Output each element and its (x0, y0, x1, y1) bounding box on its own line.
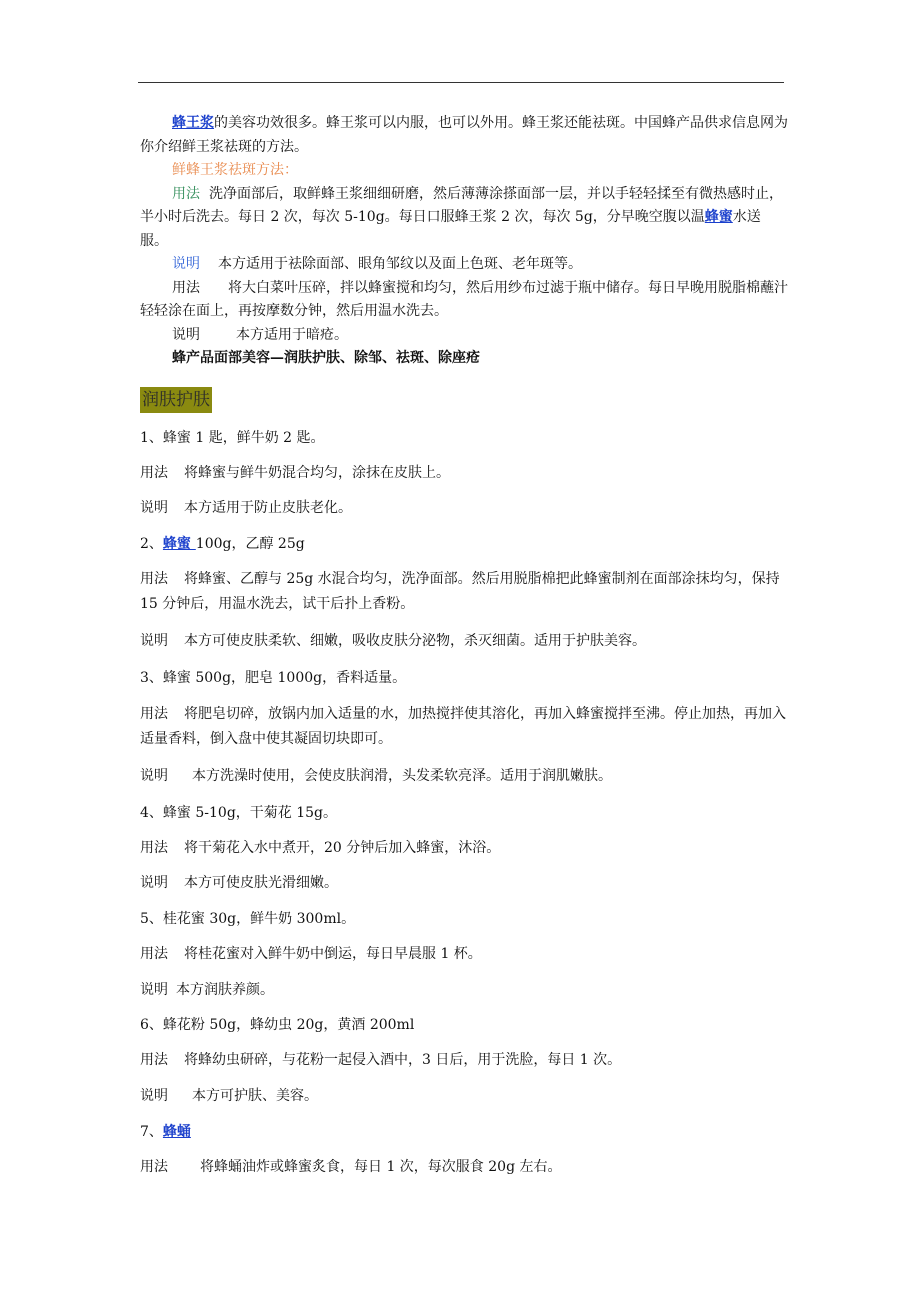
recipe-3-usage: 用法 将肥皂切碎，放锅内加入适量的水，加热搅拌使其溶化，再加入蜂蜜搅拌至沸。停止加热，再加入适量香料，倒入盘中使其凝固切块即可。 (140, 706, 786, 747)
recipe-5-ingredients: 5、桂花蜜 30g，鲜牛奶 300ml。 (140, 911, 356, 927)
recipe-1-note: 说明 本方适用于防止皮肤老化。 (140, 500, 352, 516)
usage2-label: 用法 (172, 279, 200, 296)
bold-title: 蜂产品面部美容—润肤护肤、除邹、祛斑、除座疮 (172, 350, 480, 366)
recipe-4-usage: 用法 将干菊花入水中煮开，20 分钟后加入蜂蜜，沐浴。 (140, 840, 501, 856)
recipe-6-note: 说明 本方可护肤、美容。 (140, 1088, 318, 1104)
usage-paragraph (140, 183, 788, 254)
recipe-2-usage: 用法 将蜂蜜、乙醇与 25g 水混合均匀，洗净面部。然后用脱脂棉把此蜂蜜制剂在面部涂抹均匀，保持 15 分钟后，用温水洗去，试干后扑上香粉。 (140, 571, 780, 612)
usage-text-end: 水送服。 (140, 209, 761, 249)
note-text: 本方适用于祛除面部、眼角邹纹以及面上色斑、老年斑等。 (218, 256, 582, 272)
note-paragraph (140, 253, 788, 277)
recipe-2-ingredients: 2、蜂蜜 100g，乙醇 25g (140, 536, 305, 552)
note2-paragraph (140, 324, 788, 348)
note-label: 说明 (172, 256, 200, 272)
recipe-3-note: 说明 本方洗澡时使用，会使皮肤润滑，头发柔软亮泽。适用于润肌嫩肤。 (140, 768, 612, 784)
recipe-1-ingredients: 1、蜂蜜 1 匙，鲜牛奶 2 匙。 (140, 430, 325, 446)
recipe-4-note: 说明 本方可使皮肤光滑细嫩。 (140, 875, 338, 891)
recipe-7-ingredients: 7、蜂蛹 (140, 1124, 191, 1140)
recipe-6-ingredients: 6、蜂花粉 50g，蜂幼虫 20g，黄酒 200ml (140, 1017, 415, 1033)
intro-section (140, 112, 788, 371)
recipe-3-ingredients: 3、蜂蜜 500g，肥皂 1000g，香料适量。 (140, 670, 407, 686)
royal-jelly-link[interactable]: 蜂王浆 (172, 115, 214, 131)
recipe-2-note: 说明 本方可使皮肤柔软、细嫩，吸收皮肤分泌物，杀灭细菌。适用于护肤美容。 (140, 633, 646, 649)
header-rule (138, 82, 784, 83)
recipe-7-usage: 用法 将蜂蛹油炸或蜂蜜炙食，每日 1 次，每次服食 20g 左右。 (140, 1159, 562, 1175)
usage2-text: 将大白菜叶压碎，拌以蜂蜜搅和均匀，然后用纱布过滤于瓶中储存。每日早晚用脱脂棉蘸汁轻轻涂在面上，再按摩数分钟，然后用温水洗去。 (140, 279, 788, 319)
recipe-1-usage: 用法 将蜂蜜与鲜牛奶混合均匀，涂抹在皮肤上。 (140, 465, 450, 481)
intro-paragraph (140, 112, 788, 159)
honey-link[interactable]: 蜂蜜 (704, 209, 733, 225)
recipe-7-pupa-link[interactable]: 蜂蛹 (162, 1124, 191, 1140)
method-subtitle: 鲜蜂王浆祛斑方法： (172, 162, 298, 178)
usage2-paragraph (140, 277, 788, 324)
usage-label: 用法 (172, 185, 200, 202)
recipe-6-usage: 用法 将蜂幼虫研碎，与花粉一起侵入酒中，3 日后，用于洗脸，每日 1 次。 (140, 1052, 622, 1068)
section-heading: 润肤护肤 (140, 387, 212, 413)
recipe-5-usage: 用法 将桂花蜜对入鲜牛奶中倒运，每日早晨服 1 杯。 (140, 946, 482, 962)
recipe-2-honey-link[interactable]: 蜂蜜 (162, 536, 196, 552)
recipe-4-ingredients: 4、蜂蜜 5-10g，干菊花 15g。 (140, 805, 338, 821)
usage-text: 洗净面部后，取鲜蜂王浆细细研磨，然后薄薄涂搽面部一层，并以手轻轻揉至有微热感时止，半小时后洗去。每日 2 次，每次 5-10g。每日口服蜂王浆 2 次，每次 5g，分早晚空腹以温 (140, 185, 783, 225)
note2-label: 说明 (172, 326, 200, 343)
recipe-5-note: 说明 本方润肤养颜。 (140, 982, 274, 998)
intro-text: 的美容功效很多。蜂王浆可以内服，也可以外用。蜂王浆还能祛斑。中国蜂产品供求信息网为你介绍鲜王浆祛斑的方法。 (140, 115, 788, 155)
note2-text: 本方适用于暗疮。 (236, 326, 348, 343)
